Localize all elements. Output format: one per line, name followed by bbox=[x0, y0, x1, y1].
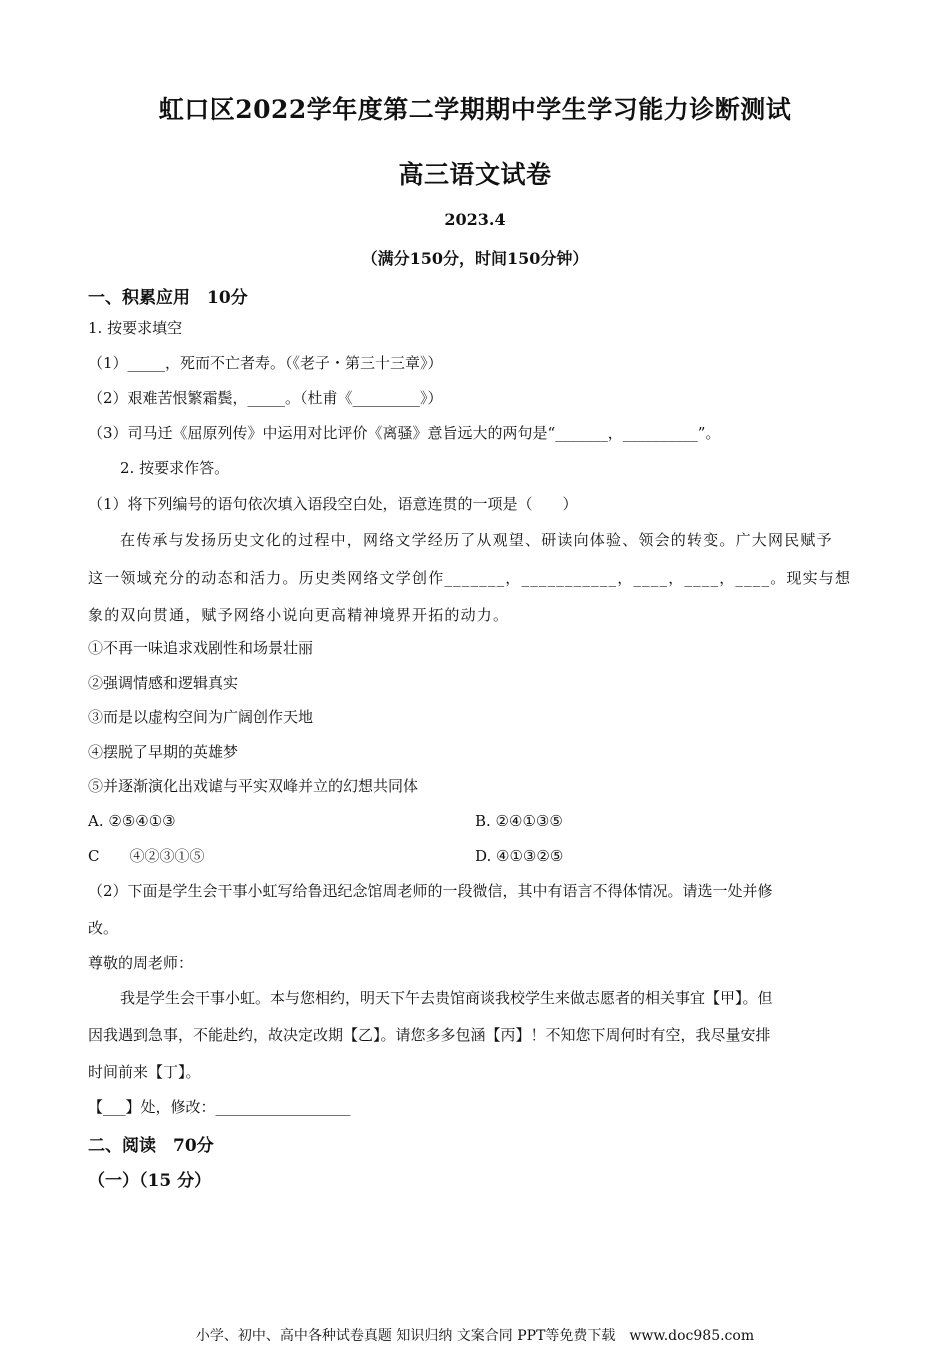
letter-body-line-1: 我是学生会干事小虹。本与您相约，明天下午去贵馆商谈我校学生来做志愿者的相关事宜【甲】。但 bbox=[120, 989, 773, 1007]
option-c: C ④②③①⑤ bbox=[88, 847, 205, 865]
q2-sub2-stem-line-2: 改。 bbox=[88, 919, 119, 937]
passage-line-2: 这一领域充分的动态和活力。历史类网络文学创作_______，___________，____，____，____。现实与想 bbox=[88, 569, 852, 587]
option-d: D. ④①③②⑤ bbox=[475, 847, 564, 865]
q1-item-2: （2）艰难苦恨繁霜鬓，_____。（杜甫《_________》） bbox=[88, 389, 443, 407]
q1-stem: 1. 按要求填空 bbox=[88, 319, 183, 337]
passage-line-3: 象的双向贯通，赋予网络小说向更高精神境界开拓的动力。 bbox=[88, 606, 510, 624]
q2-sub2-stem-line-1: （2）下面是学生会干事小虹写给鲁迅纪念馆周老师的一段微信，其中有语言不得体情况。请选一处并修 bbox=[88, 882, 773, 900]
statement-2: ②强调情感和逻辑真实 bbox=[88, 674, 239, 692]
q1-item-1: （1）_____，死而不亡者寿。（《老子・第三十三章》） bbox=[88, 354, 443, 372]
option-a: A. ②⑤④①③ bbox=[88, 812, 176, 830]
letter-body-line-2: 因我遇到急事，不能赴约，故决定改期【乙】。请您多多包涵【丙】！不知您下周何时有空，我尽量安排 bbox=[88, 1026, 771, 1044]
exam-title: 虹口区2022学年度第二学期期中学生学习能力诊断测试 bbox=[158, 95, 792, 124]
exam-date: 2023.4 bbox=[444, 210, 506, 229]
section2-heading: 二、阅读 70分 bbox=[88, 1136, 214, 1156]
letter-body-line-3: 时间前来【丁】。 bbox=[88, 1063, 201, 1081]
answer-line: 【___】处，修改：__________________ bbox=[88, 1098, 351, 1116]
passage-line-1: 在传承与发扬历史文化的过程中，网络文学经历了从观望、研读向体验、领会的转变。广大网民赋予 bbox=[120, 531, 833, 549]
letter-salutation: 尊敬的周老师： bbox=[88, 954, 194, 972]
exam-score-time: （满分150分，时间150分钟） bbox=[361, 249, 589, 268]
statement-5: ⑤并逐渐演化出戏谑与平实双峰并立的幻想共同体 bbox=[88, 777, 419, 795]
footer-ad: 小学、初中、高中各种试卷真题 知识归纳 文案合同 PPT等免费下载 www.doc985.com bbox=[195, 1328, 755, 1344]
q2-stem: 2. 按要求作答。 bbox=[120, 459, 230, 477]
exam-subtitle: 高三语文试卷 bbox=[398, 160, 552, 189]
section2-part1: （一）（15 分） bbox=[88, 1171, 212, 1191]
q1-item-3: （3）司马迁《屈原列传》中运用对比评价《离骚》意旨远大的两句是“_______，__________”。 bbox=[88, 424, 721, 442]
statement-4: ④摆脱了早期的英雄梦 bbox=[88, 743, 239, 761]
q2-sub1-stem: （1）将下列编号的语句依次填入语段空白处，语意连贯的一项是（ ） bbox=[88, 495, 578, 513]
statement-3: ③而是以虚构空间为广阔创作天地 bbox=[88, 708, 314, 726]
statement-1: ①不再一味追求戏剧性和场景壮丽 bbox=[88, 639, 314, 657]
section1-heading: 一、积累应用 10分 bbox=[88, 288, 248, 308]
option-b: B. ②④①③⑤ bbox=[475, 812, 563, 830]
